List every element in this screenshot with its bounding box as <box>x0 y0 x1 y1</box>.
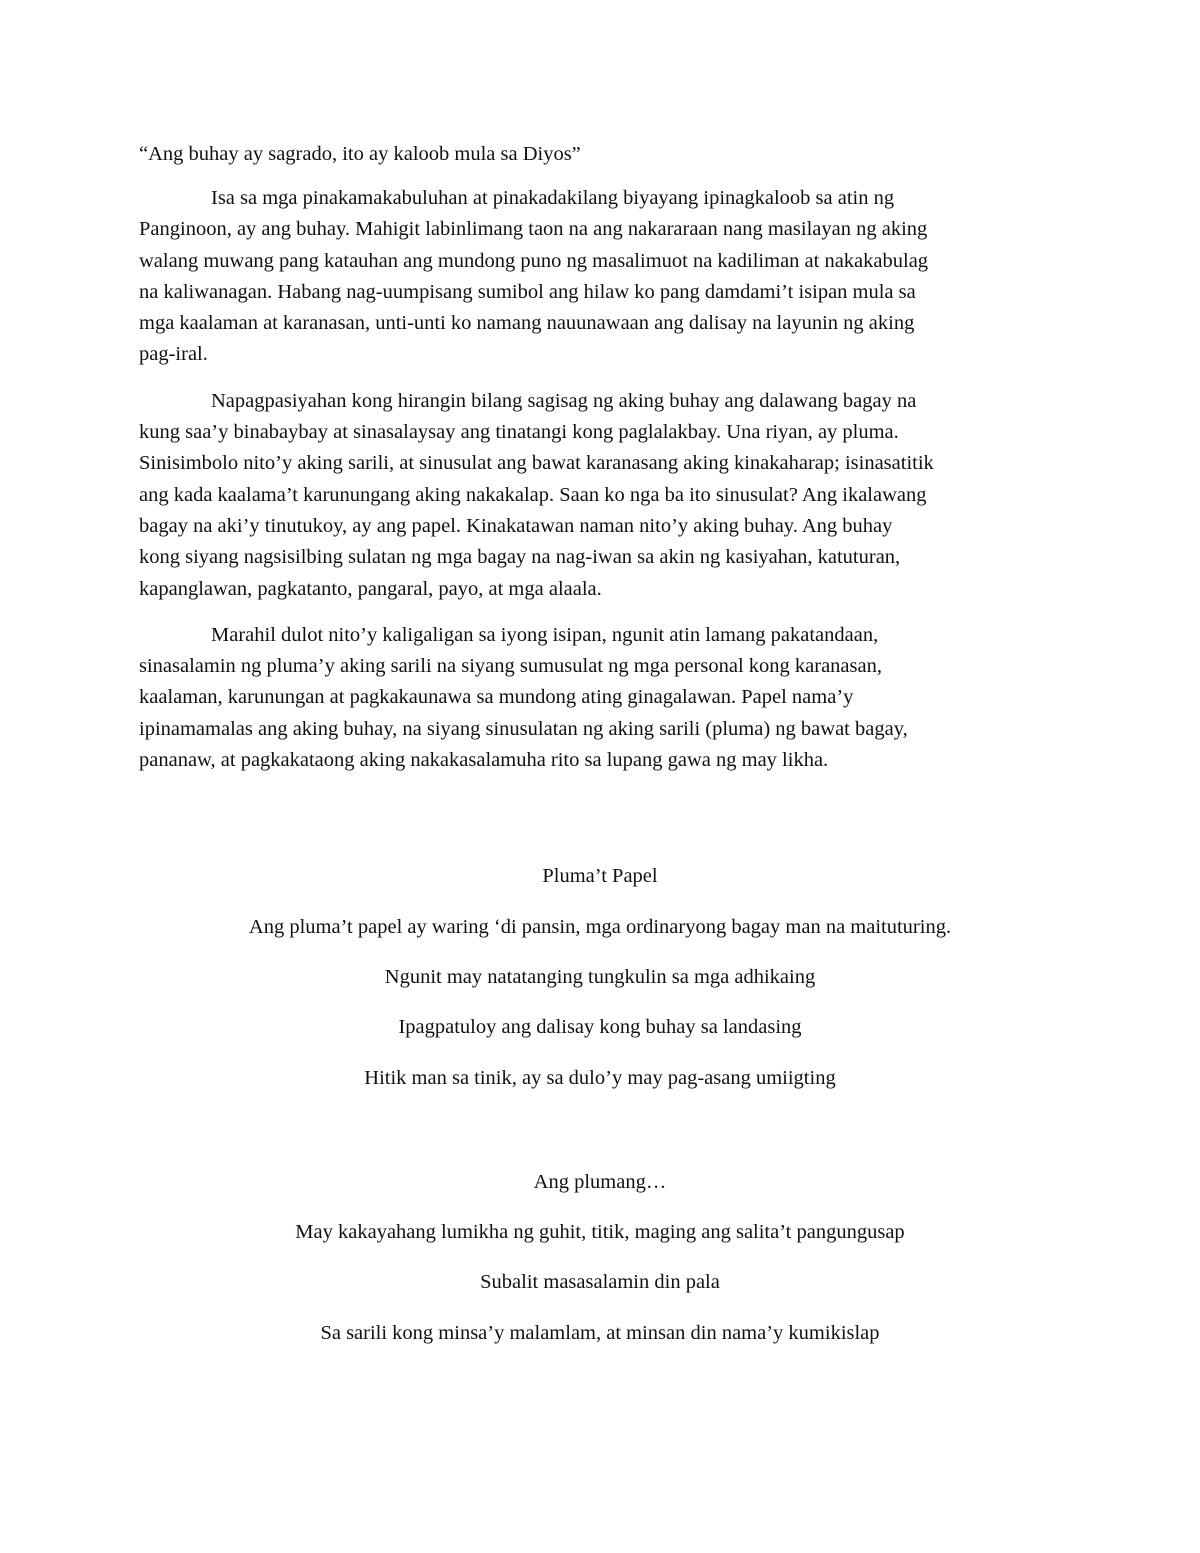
poem-line: May kakayahang lumikha ng guhit, titik, maging ang salita’t pangungusap <box>295 1221 905 1243</box>
essay-paragraph-3: Marahil dulot nito’y kaligaligan sa iyong isipan, ngunit atin lamang pakatandaan, sinasalamin ng pluma’y aking sarili na siyang sumusulat ng mga personal kong karanasan, kaalaman, karunungan at pagkakaunawa sa mundong ating ginagalawan. Papel nama’y ipinamamalas ang aking buhay, na siyang sinusulatan ng aking sarili (pluma) ng bawat bagay, pananaw, at pagkakataong aking nakakasalamuha rito sa lupang gawa ng may likha. <box>139 623 908 772</box>
poem-title: Pluma’t Papel <box>542 865 658 887</box>
poem-line: Hitik man sa tinik, ay sa dulo’y may pag-asang umiigting <box>364 1067 836 1089</box>
essay-title: “Ang buhay ay sagrado, ito ay kaloob mula sa Diyos” <box>139 143 581 165</box>
essay-body <box>139 139 1044 776</box>
essay-paragraph-2: Napagpasiyahan kong hirangin bilang sagisag ng aking buhay ang dalawang bagay na kung saa’y binabaybay at sinasalaysay ang tinatangi kong paglalakbay. Una riyan, ay pluma. Sinisimbolo nito’y aking sarili, at sinusulat ang bawat karanasang aking kinakaharap; isinasatitik ang kada kaalama’t karunungang aking nakakalap. Saan ko nga ba ito sinusulat? Ang ikalawang bagay na aki’y tinutukoy, ay ang papel. Kinakatawan naman nito’y aking buhay. Ang buhay kong siyang nagsisilbing sulatan ng mga bagay na nag-iwan sa akin ng kasiyahan, katuturan, kapanglawan, pagkatanto, pangaral, payo, at mga alaala. <box>139 389 934 600</box>
poem-line: Sa sarili kong minsa’y malamlam, at minsan din nama’y kumikislap <box>320 1322 880 1344</box>
poem-line: Ipagpatuloy ang dalisay kong buhay sa landasing <box>398 1016 802 1038</box>
poem-line: Subalit masasalamin din pala <box>480 1271 720 1293</box>
poem-line: Ngunit may natatanging tungkulin sa mga adhikaing <box>384 966 816 988</box>
essay-paragraph-1: Isa sa mga pinakamakabuluhan at pinakadakilang biyayang ipinagkaloob sa atin ng Panginoon, ay ang buhay. Mahigit labinlimang taon na ang nakararaan nang masilayan ng aking walang muwang pang katauhan ang mundong puno ng masalimuot na kadiliman at nakakabulag na kaliwanagan. Habang nag-uumpisang sumibol ang hilaw ko pang damdami’t isipan mula sa mga kaalaman at karanasan, unti-unti ko namang nauunawaan ang dalisay na layunin ng aking pag-iral. <box>139 187 929 366</box>
poem-line: Ang pluma’t papel ay waring ‘di pansin, mga ordinaryong bagay man na maituturing. <box>248 916 952 938</box>
poem-stanza-heading: Ang plumang… <box>533 1171 667 1193</box>
